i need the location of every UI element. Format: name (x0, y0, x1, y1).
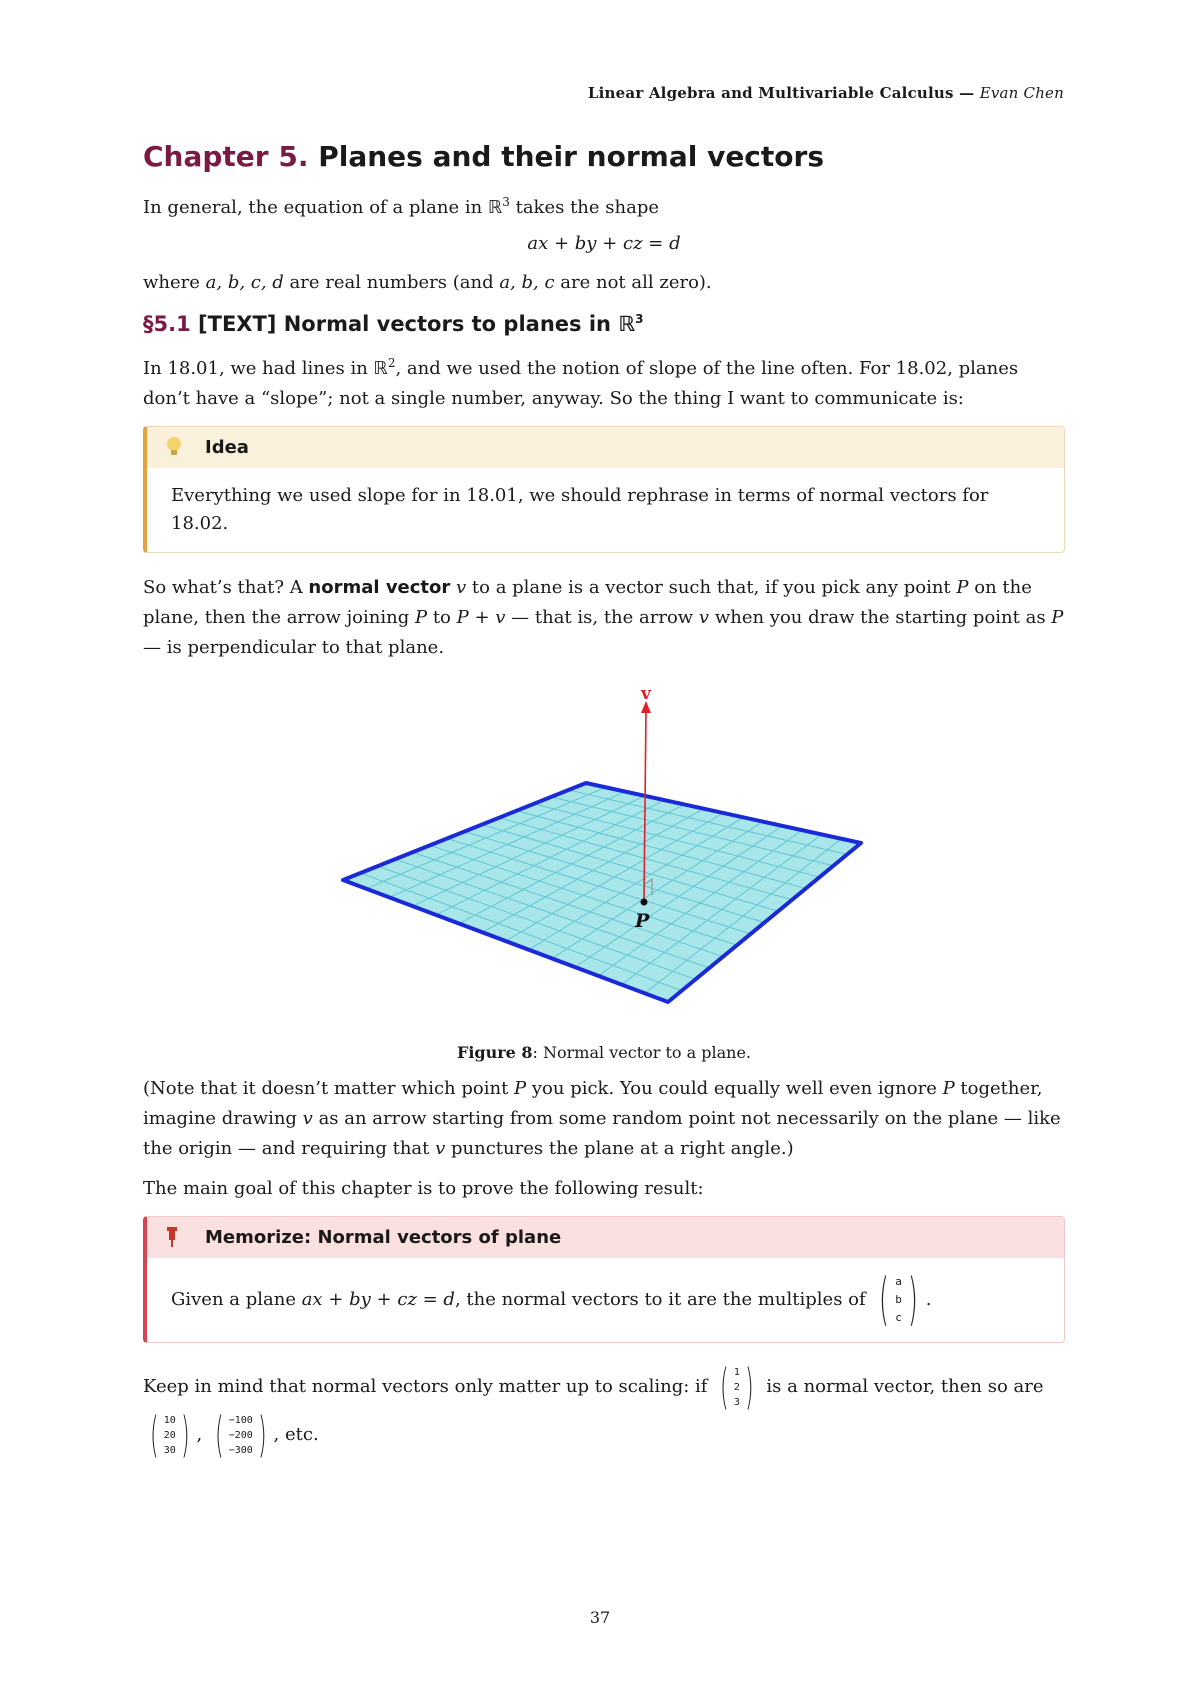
author: Evan Chen (979, 84, 1064, 102)
book-title: Linear Algebra and Multivariable Calculus (587, 84, 954, 102)
lightbulb-icon (165, 436, 183, 463)
chapter-heading (143, 140, 1065, 173)
plane-equation: ax + by + cz = d (527, 233, 681, 254)
memorize-box-body: Given a plane ax + by + cz = d, the normal vectors to it are the multiples of ( a b c ) . (171, 1267, 932, 1332)
page-number: 37 (589, 1608, 611, 1627)
intro-paragraph: In general, the equation of a plane in ℝ$^3$ takes the shape (143, 195, 660, 218)
idea-box-title: Idea (205, 437, 249, 458)
pin-icon (165, 1226, 179, 1253)
paragraph-scaling: Keep in mind that normal vectors only matter up to scaling: if ( 1 2 3 ) is a normal vector, then so are ( 10 20 30 ) , ( −100 −200 −300 ) , etc. (143, 1359, 1044, 1463)
section-title: [TEXT] Normal vectors to planes in (198, 312, 619, 336)
vector-neg-100-200-300: ( −100 −200 −300 ) (215, 1407, 267, 1463)
figure-caption: Figure 8: Normal vector to a plane. (456, 1043, 752, 1062)
term-normal-vector: normal vector (308, 577, 451, 598)
section-heading: §5.1 [TEXT] Normal vectors to planes in ℝ$^3$ (143, 312, 644, 336)
memorize-box-title: Memorize: Normal vectors of plane (205, 1227, 562, 1248)
chapter-number: Chapter 5. (143, 140, 309, 173)
paragraph-slope: In 18.01, we had lines in ℝ$^2$, and we used the notion of slope of the line often. For 18.02, planes don’t have a “slope”; not a single number, anyway. So the thing I want to communicate is: (143, 356, 1019, 409)
vector-123: ( 1 2 3 ) (720, 1359, 754, 1415)
vector-label: v (641, 684, 651, 704)
idea-box (143, 426, 1065, 553)
vector-10-20-30: ( 10 20 30 ) (150, 1407, 190, 1463)
vector-abc: ( a b c ) (879, 1267, 918, 1332)
memorize-box-header (147, 1217, 1064, 1258)
paragraph-normal-vector: So what’s that? A normal vector v to a plane is a vector such that, if you pick any point P on the plane, then the arrow joining P to P + v — that is, the arrow v when you draw the starting point as P — is perpendicular to that plane. (143, 577, 1064, 658)
where-paragraph: where a, b, c, d are real numbers (and a, b, c are not all zero). (143, 272, 712, 293)
paragraph-note: (Note that it doesn’t matter which point P you pick. You could equally well even ignore P together, imagine drawing v as an arrow starting from some random point not necessarily on the plane — like the origin — and requiring that v punctures the plane at a right angle.) (143, 1078, 1061, 1159)
idea-box-body: Everything we used slope for in 18.01, we should rephrase in terms of normal vectors for 18.02. (171, 485, 989, 534)
caption-label: Figure 8 (456, 1043, 533, 1062)
normal-vector-figure (143, 673, 1065, 1043)
running-header: Linear Algebra and Multivariable Calculus — Evan Chen (587, 84, 1064, 102)
point-P (641, 899, 648, 906)
figure-drawing (143, 673, 1065, 1043)
paragraph-goal: The main goal of this chapter is to prove the following result: (143, 1178, 704, 1199)
section-number: §5.1 (143, 312, 191, 336)
content (143, 128, 1065, 1469)
point-label: P (635, 910, 650, 932)
memorize-box (143, 1216, 1065, 1343)
idea-box-header (147, 427, 1064, 468)
chapter-title: Planes and their normal vectors (318, 140, 824, 173)
